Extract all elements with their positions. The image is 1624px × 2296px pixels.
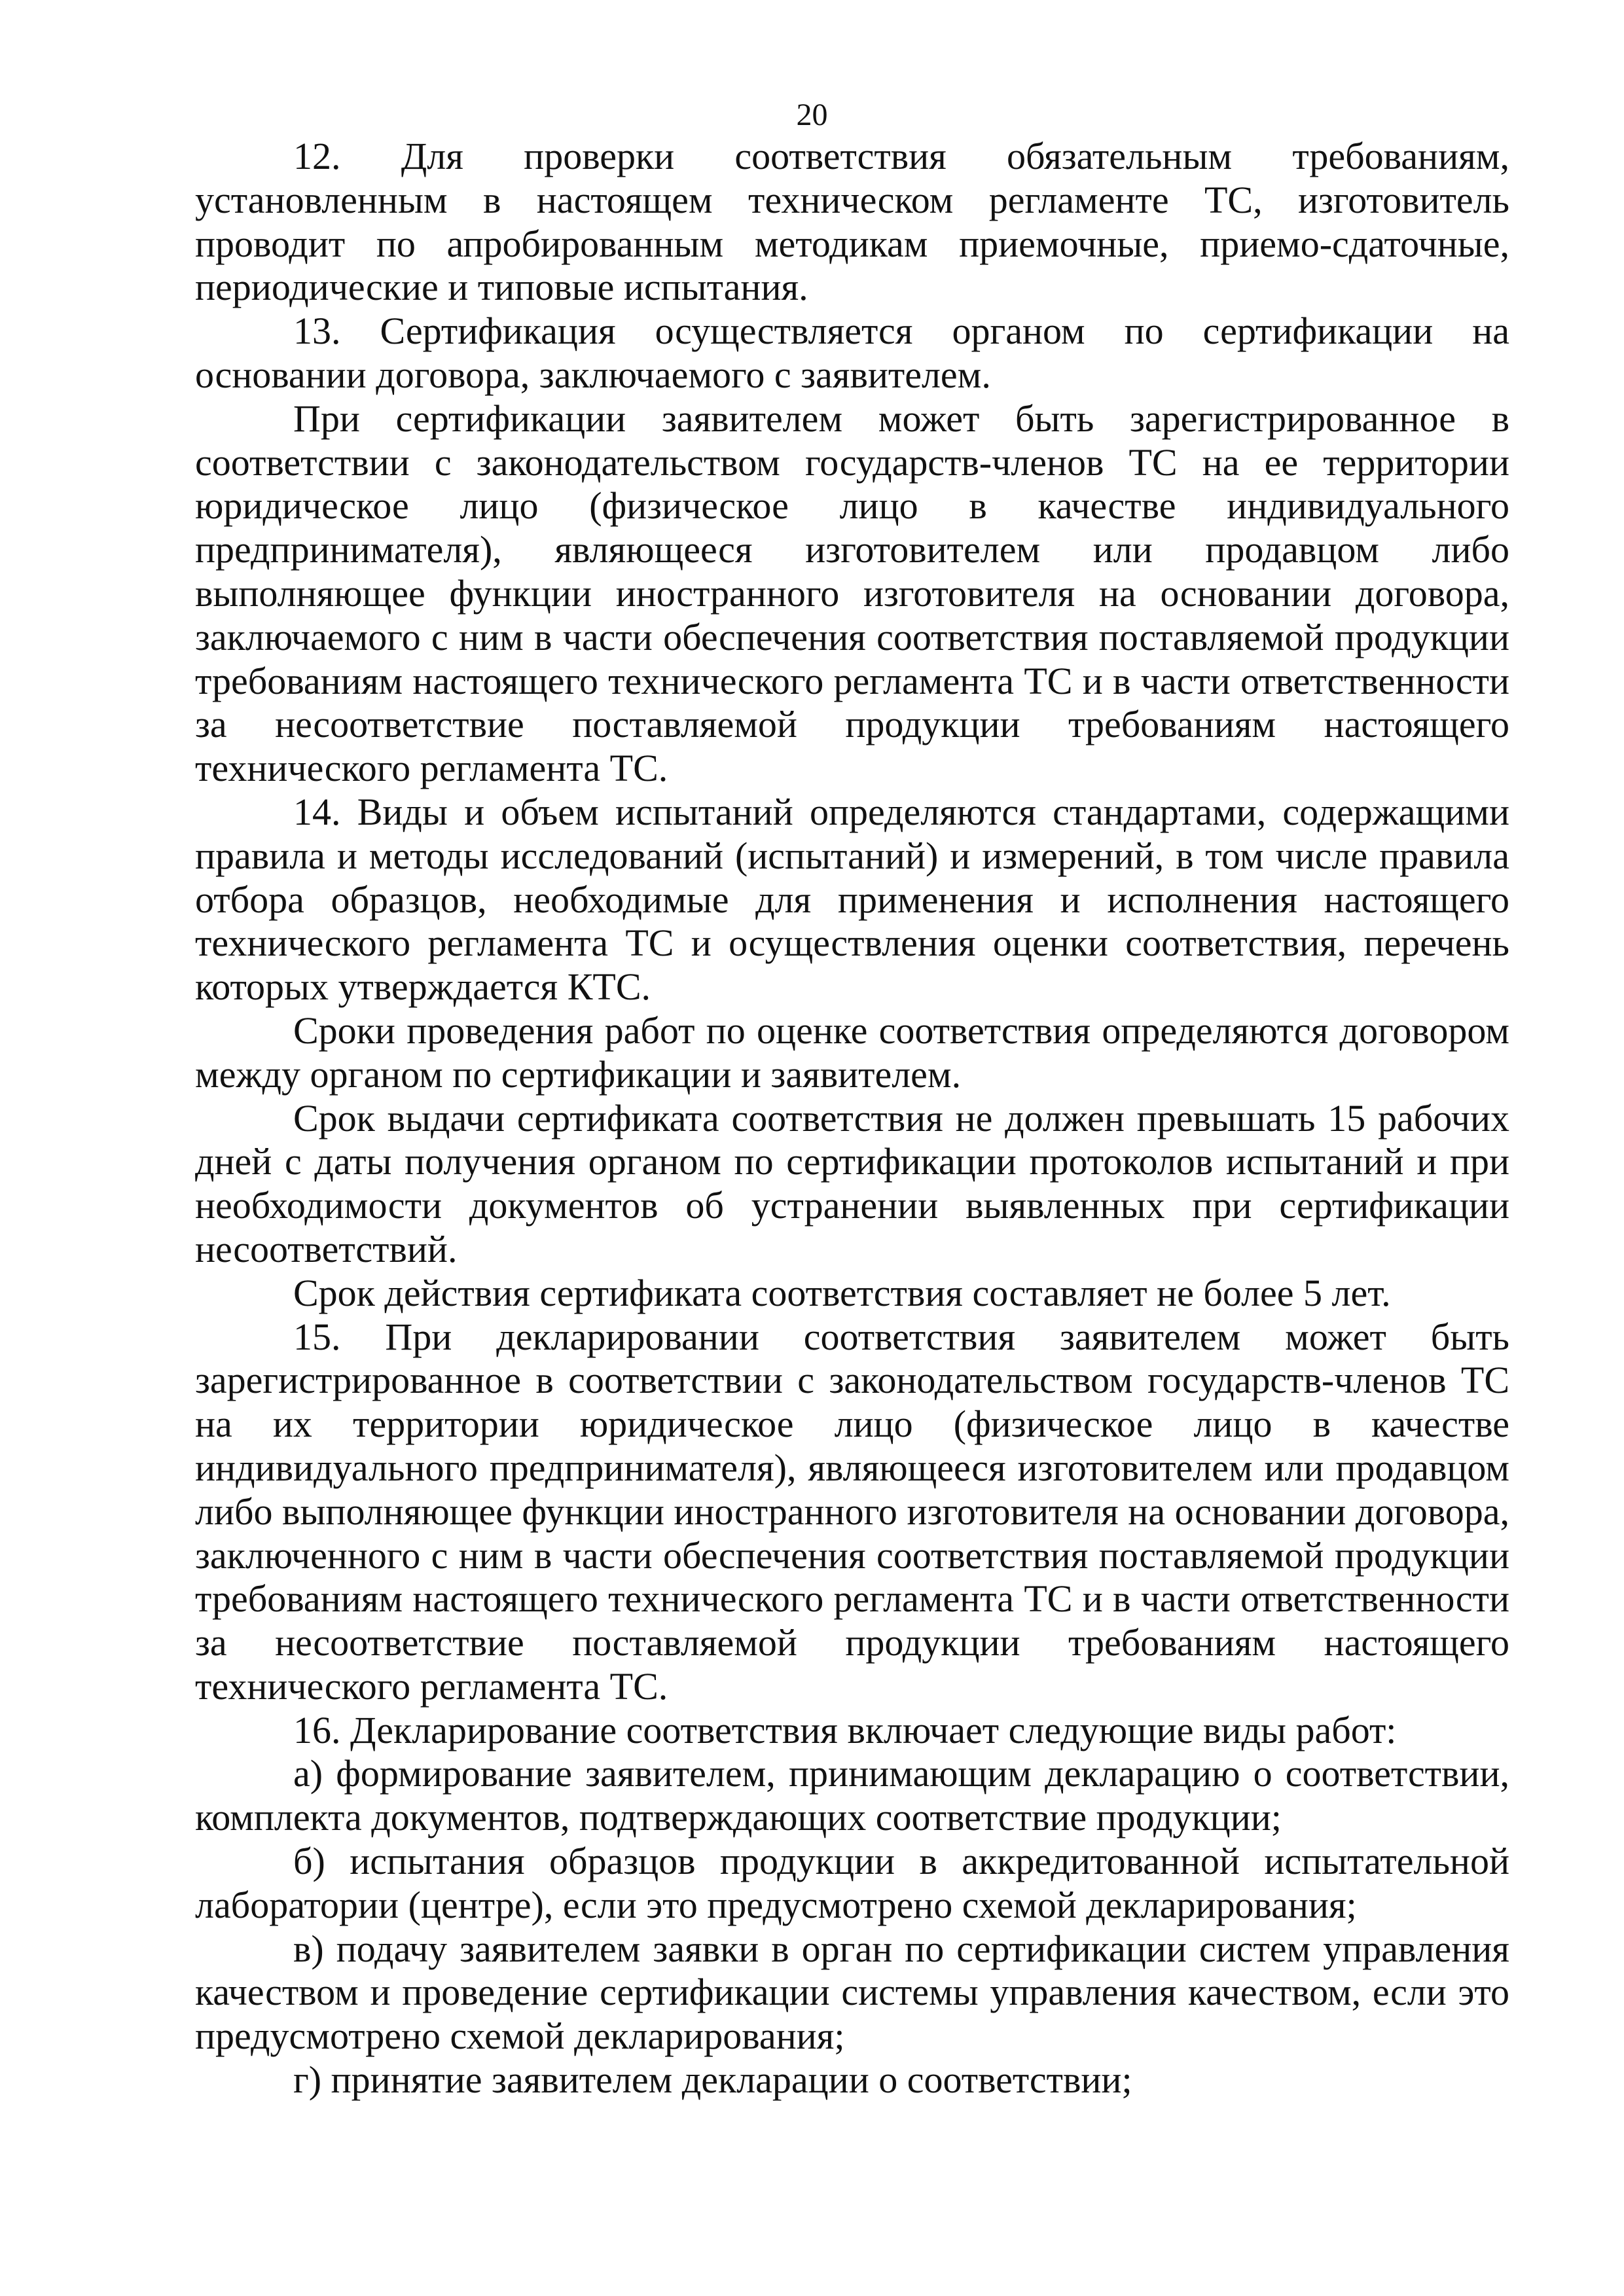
paragraph-13: 13. Сертификация осуществляется органом по сертификации на основании договора, заключаемого с заявителем.: [195, 310, 1509, 396]
paragraph-16: 16. Декларирование соответствия включает следующие виды работ:: [293, 1708, 1397, 1751]
paragraph-certificate-validity: Срок действия сертификата соответствия составляет не более 5 лет.: [293, 1271, 1391, 1314]
paragraph-14: 14. Виды и объем испытаний определяются стандартами, содержащими правила и методы исследований (испытаний) и измерений, в том числе правила отбора образцов, необходимые для применения и исполнения настоящего технического регламента ТС и осуществления оценки соответствия, перечень которых утверждается КТС.: [195, 790, 1509, 1009]
list-item-g: г) принятие заявителем декларации о соответствии;: [293, 2058, 1132, 2102]
paragraph-terms-of-work: Сроки проведения работ по оценке соответствия определяются договором между органом по сертификации и заявителем.: [195, 1009, 1509, 1096]
paragraph-12: 12. Для проверки соответствия обязательным требованиям, установленным в настоящем техническом регламенте ТС, изготовитель проводит по апробированным методикам приемочные, приемо-сдаточные, периодические и типовые испытания.: [195, 135, 1509, 309]
paragraph-certificate-issue-term: Срок выдачи сертификата соответствия не должен превышать 15 рабочих дней с даты получения органом по сертификации протоколов испытаний и при необходимости документов об устранении выявленных при сертификации несоответствий.: [195, 1096, 1509, 1270]
page-number: 20: [796, 98, 828, 132]
body-text: [195, 135, 1509, 2102]
paragraph-certification-applicant: При сертификации заявителем может быть зарегистрированное в соответствии с законодательством государств-членов ТС на ее территории юридическое лицо (физическое лицо в качестве индивидуального предпринимателя), являющееся изготовителем или продавцом либо выполняющее функции иностранного изготовителя на основании договора, заключаемого с ним в части обеспечения соответствия поставляемой продукции требованиям настоящего технического регламента ТС и в части ответственности за несоответствие поставляемой продукции требованиям настоящего технического регламента ТС.: [195, 397, 1509, 790]
paragraph-15: 15. При декларировании соответствия заявителем может быть зарегистрированное в соответствии с законодательством государств-членов ТС на их территории юридическое лицо (физическое лицо в качестве индивидуального предпринимателя), являющееся изготовителем или продавцом либо выполняющее функции иностранного изготовителя на основании договора, заключенного с ним в части обеспечения соответствия поставляемой продукции требованиям настоящего технического регламента ТС и в части ответственности за несоответствие поставляемой продукции требованиям настоящего технического регламента ТС.: [195, 1315, 1509, 1708]
list-item-b: б) испытания образцов продукции в аккредитованной испытательной лаборатории (центре), если это предусмотрено схемой декларирования;: [195, 1840, 1509, 1926]
list-item-v: в) подачу заявителем заявки в орган по сертификации систем управления качеством и проведение сертификации системы управления качеством, если это предусмотрено схемой декларирования;: [195, 1927, 1509, 2058]
list-item-a: а) формирование заявителем, принимающим декларацию о соответствии, комплекта документов, подтверждающих соответствие продукции;: [195, 1752, 1509, 1839]
